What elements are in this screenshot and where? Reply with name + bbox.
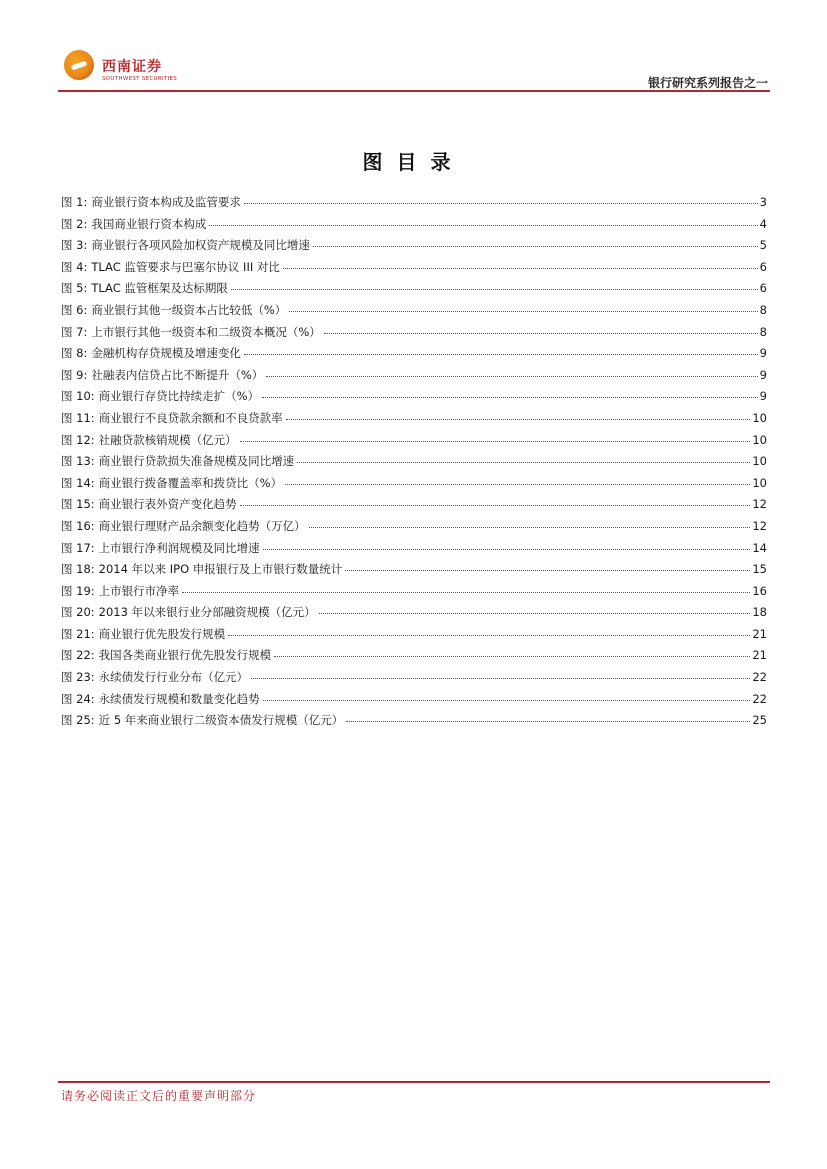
toc-dot-leader [319,601,751,614]
toc-entry[interactable] [61,278,767,300]
toc-entry-label: 图 18: [61,562,95,577]
toc-entry[interactable] [61,257,767,279]
toc-entry-title: 上市银行市净率 [98,583,180,598]
toc-entry-label: 图 13: [61,454,95,469]
toc-title: 图目录 [362,150,465,174]
toc-entry-title: 商业银行存贷比持续走扩（%） [98,389,260,404]
toc-entry-label: 图 3: [61,238,88,253]
toc-entry-label: 图 22: [61,648,95,663]
toc-entry-label: 图 24: [61,691,95,706]
toc-entry-page-number: 12 [752,518,767,533]
toc-entry[interactable] [61,214,767,236]
toc-entry-page-number: 10 [752,410,767,425]
toc-entry-title: 商业银行拨备覆盖率和拨贷比（%） [98,475,283,490]
toc-entry-title: 商业银行表外资产变化趋势 [98,497,237,512]
toc-entry-page-number: 15 [752,562,767,577]
toc-dot-leader [266,364,757,377]
toc-entry-label: 图 21: [61,626,95,641]
toc-entry-page-number: 10 [752,475,767,490]
toc-dot-leader [240,493,751,506]
toc-entry-label: 图 5: [61,281,88,296]
header-divider [58,90,770,92]
toc-entry[interactable] [61,559,767,581]
toc-entry-page-number: 16 [752,583,767,598]
toc-entry-label: 图 25: [61,713,95,728]
toc-entry-page-number: 6 [759,281,767,296]
toc-entry[interactable] [61,235,767,257]
toc-dot-leader [313,234,758,247]
toc-dot-leader [345,558,750,571]
toc-entry-title: 我国商业银行资本构成 [91,216,207,231]
page-header [58,46,770,92]
toc-entry[interactable] [61,710,767,732]
figure-table-of-contents [61,192,767,732]
toc-entry-title: TLAC 监管框架及达标期限 [91,281,228,296]
toc-entry[interactable] [61,538,767,560]
toc-entry-page-number: 14 [752,540,767,555]
toc-entry[interactable] [61,602,767,624]
toc-dot-leader [263,537,751,550]
toc-entry-label: 图 14: [61,475,95,490]
toc-dot-leader [263,688,751,701]
toc-dot-leader [274,644,750,657]
toc-entry-page-number: 3 [759,195,767,209]
toc-entry[interactable] [61,689,767,711]
toc-entry-label: 图 10: [61,389,95,404]
toc-entry-label: 图 19: [61,583,95,598]
toc-entry-label: 图 12: [61,432,95,447]
toc-entry[interactable] [61,322,767,344]
footer-disclaimer: 请务必阅读正文后的重要声明部分 [61,1089,257,1103]
toc-entry-title: 上市银行其他一级资本和二级资本概况（%） [91,324,321,339]
toc-entry-title: 社融表内信贷占比不断提升（%） [91,367,264,382]
toc-entry[interactable] [61,430,767,452]
footer-divider [58,1081,770,1083]
toc-entry[interactable] [61,624,767,646]
toc-entry-label: 图 16: [61,518,95,533]
logo-emblem-icon [64,50,94,80]
toc-entry-label: 图 11: [61,410,95,425]
report-series-title: 银行研究系列报告之一 [647,76,768,90]
toc-entry-page-number: 9 [759,367,767,382]
toc-dot-leader [251,666,750,679]
toc-entry-title: 商业银行其他一级资本占比较低（%） [91,302,287,317]
toc-dot-leader [209,213,757,226]
toc-entry-page-number: 4 [759,216,767,231]
toc-entry[interactable] [61,645,767,667]
toc-entry-title: 金融机构存贷规模及增速变化 [91,346,241,361]
toc-entry-title: 2013 年以来银行业分部融资规模（亿元） [98,605,316,620]
toc-entry-page-number: 25 [752,713,767,728]
toc-dot-leader [324,321,758,334]
toc-entry-title: 我国各类商业银行优先股发行规模 [98,648,272,663]
toc-entry-label: 图 6: [61,302,88,317]
toc-entry[interactable] [61,343,767,365]
toc-entry-label: 图 2: [61,216,88,231]
logo-chinese-name: 西南证券 [102,59,162,75]
toc-entry-label: 图 7: [61,324,88,339]
toc-entry-page-number: 18 [752,605,767,620]
toc-entry-title: TLAC 监管要求与巴塞尔协议 III 对比 [91,259,280,274]
toc-entry-label: 图 9: [61,367,88,382]
toc-entry-label: 图 23: [61,670,95,685]
toc-entry-label: 图 1: [61,195,88,209]
toc-entry-title: 永续债发行规模和数量变化趋势 [98,691,260,706]
toc-entry-title: 近 5 年来商业银行二级资本债发行规模（亿元） [98,713,344,728]
toc-entry[interactable] [61,581,767,603]
toc-entry-page-number: 10 [752,432,767,447]
toc-entry-page-number: 5 [759,238,767,253]
toc-dot-leader [346,709,750,722]
toc-entry[interactable] [61,516,767,538]
toc-entry-title: 商业银行贷款损失准备规模及同比增速 [98,454,295,469]
toc-entry-title: 2014 年以来 IPO 申报银行及上市银行数量统计 [98,562,343,577]
toc-entry-label: 图 4: [61,259,88,274]
logo-english-name: SOUTHWEST SECURITIES [102,76,178,82]
toc-dot-leader [182,580,750,593]
toc-entry-title: 上市银行净利润规模及同比增速 [98,540,260,555]
toc-entry-page-number: 21 [752,626,767,641]
toc-entry-title: 商业银行理财产品余额变化趋势（万亿） [98,518,306,533]
toc-entry[interactable] [61,386,767,408]
toc-entry-page-number: 12 [752,497,767,512]
toc-dot-leader [240,429,751,442]
toc-entry[interactable] [61,365,767,387]
toc-entry-page-number: 8 [759,324,767,339]
toc-dot-leader [309,515,751,528]
toc-entry-label: 图 8: [61,346,88,361]
toc-dot-leader [228,623,750,636]
toc-entry-page-number: 21 [752,648,767,663]
toc-dot-leader [244,342,758,355]
company-logo [64,50,224,86]
toc-entry-page-number: 6 [759,259,767,274]
toc-dot-leader [286,407,751,420]
toc-entry-page-number: 10 [752,454,767,469]
toc-entry-page-number: 22 [752,670,767,685]
toc-entry[interactable] [61,473,767,495]
toc-entry-page-number: 9 [759,346,767,361]
toc-dot-leader [289,299,757,312]
toc-entry-label: 图 20: [61,605,95,620]
toc-entry-title: 商业银行资本构成及监管要求 [91,195,241,209]
toc-entry-page-number: 9 [759,389,767,404]
toc-entry[interactable] [61,451,767,473]
toc-entry-title: 永续债发行行业分布（亿元） [98,670,249,685]
toc-dot-leader [231,277,758,290]
toc-entry-title: 商业银行优先股发行规模 [98,626,226,641]
toc-entry-label: 图 17: [61,540,95,555]
toc-entry-label: 图 15: [61,497,95,512]
toc-entry[interactable] [61,192,767,214]
toc-entry[interactable] [61,667,767,689]
toc-entry-page-number: 22 [752,691,767,706]
toc-dot-leader [297,450,750,463]
toc-entry-title: 商业银行不良贷款余额和不良贷款率 [98,410,283,425]
toc-entry[interactable] [61,300,767,322]
toc-dot-leader [262,385,758,398]
toc-entry[interactable] [61,494,767,516]
toc-entry-page-number: 8 [759,302,767,317]
toc-dot-leader [285,472,750,485]
toc-entry[interactable] [61,408,767,430]
toc-entry-title: 社融贷款核销规模（亿元） [98,432,237,447]
toc-dot-leader [283,256,758,269]
toc-dot-leader [244,191,758,204]
toc-entry-title: 商业银行各项风险加权资产规模及同比增速 [91,238,310,253]
